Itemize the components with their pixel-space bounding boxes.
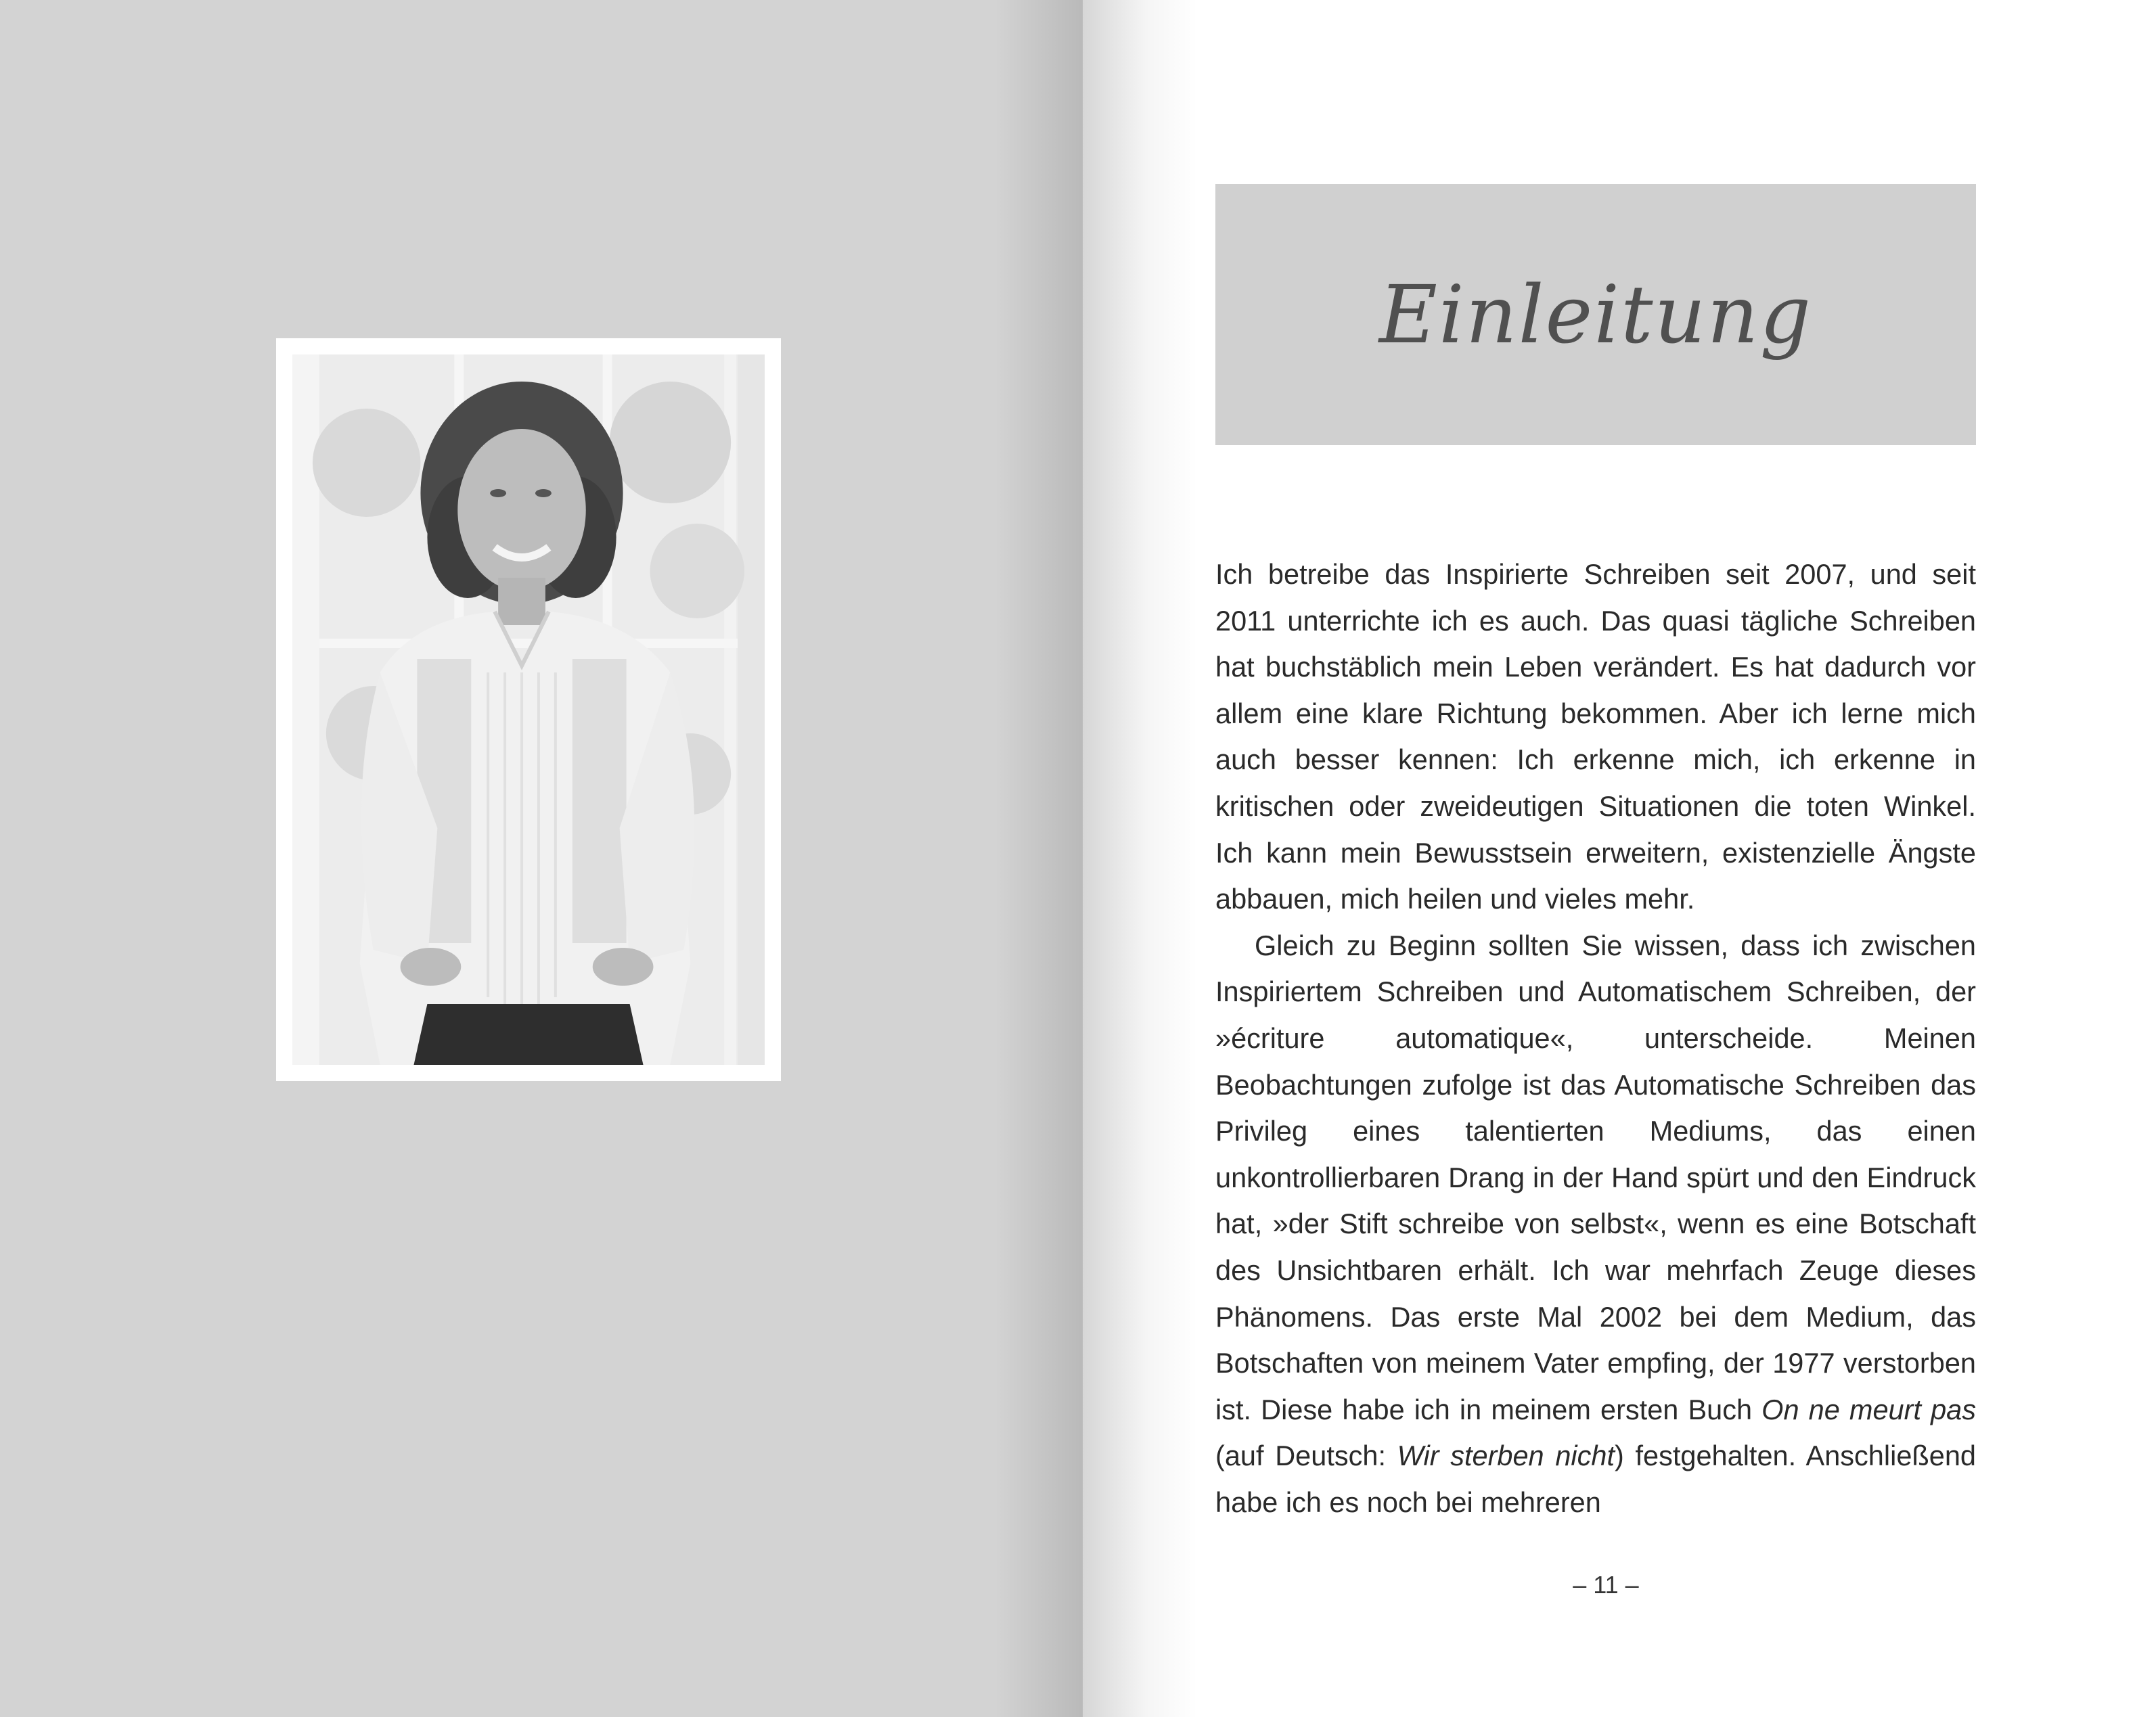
chapter-heading-box xyxy=(1215,184,1976,445)
gutter-shadow xyxy=(1083,0,1198,1717)
book-title: On ne meurt pas xyxy=(1761,1393,1976,1425)
book-title: Wir sterben nicht xyxy=(1397,1440,1615,1472)
page-number: – 11 – xyxy=(1573,1571,1639,1599)
right-page xyxy=(1083,0,2156,1717)
text-run: Gleich zu Beginn sollten Sie wissen, dass ich zwischen Inspiriertem Schreiben und Automatischem Schreiben, der »écriture automatique«, unterscheide. Meinen Beobachtungen zufolge ist das Automatische Schreiben das Privileg eines talentierten Mediums, das einen unkontrollierbaren Drang in der Hand spürt und den Eindruck hat, »der Stift schreibe von selbst«, wenn es eine Botschaft des Unsichtbaren erhält. Ich war mehrfach Zeuge dieses Phänomens. Das erste Mal 2002 bei dem Medium, das Botschaften von meinem Vater empfing, der 1977 verstorben ist. Diese habe ich in meinem ersten Buch xyxy=(1215,929,1976,1425)
portrait-illustration xyxy=(292,354,765,1065)
paragraph xyxy=(1215,923,1976,1526)
body-text xyxy=(1215,551,1976,1526)
photo-frame xyxy=(276,338,781,1081)
chapter-heading: Einleitung xyxy=(1378,268,1813,361)
portrait-photo xyxy=(292,354,765,1065)
text-run: ) festgehalten. Anschließend habe ich es noch bei mehreren xyxy=(1215,1440,1976,1518)
gutter-shadow xyxy=(995,0,1083,1717)
paragraph: Ich betreibe das Inspirierte Schreiben seit 2007, und seit 2011 unterrichte ich es auch. Das quasi tägliche Schreiben hat buchstäblich mein Leben verändert. Es hat dadurch vor allem eine klare Richtung bekommen. Aber ich lerne mich auch besser kennen: Ich erkenne mich, ich erkenne in kritischen oder zweideutigen Situationen die toten Winkel. Ich kann mein Bewusstsein erweitern, existenzielle Ängste abbauen, mich heilen und vieles mehr. xyxy=(1215,558,1976,915)
text-run: (auf Deutsch: xyxy=(1215,1440,1397,1472)
